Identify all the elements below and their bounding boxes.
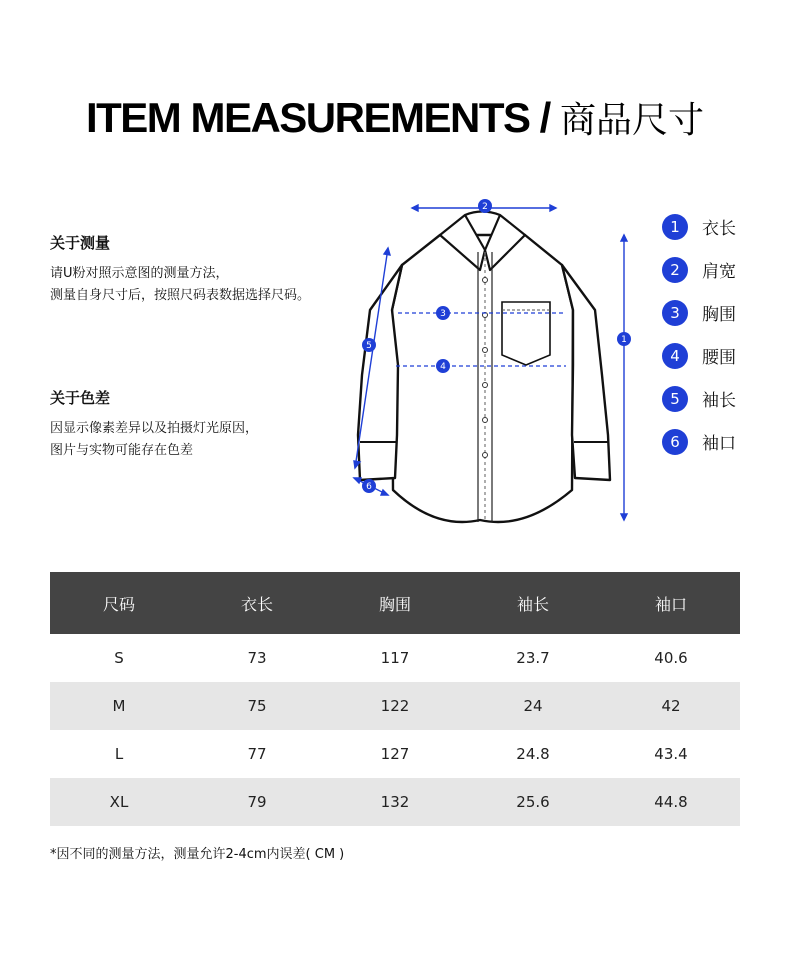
diagram-marker-3-label: 3 — [440, 309, 446, 319]
table-row — [50, 778, 740, 826]
measurement-note-line: 测量自身尺寸后，按照尺码表数据选择尺码。 — [50, 288, 311, 303]
table-cell: 24 — [464, 682, 602, 730]
table-row — [50, 634, 740, 682]
legend-item — [662, 291, 736, 334]
table-cell: 73 — [247, 649, 267, 667]
legend-number-badge: 3 — [662, 300, 688, 326]
title-cn: 商品尺寸 — [560, 100, 705, 141]
table-cell: L — [114, 745, 124, 763]
measurement-note — [50, 232, 370, 307]
diagram-marker-5-label: 5 — [366, 341, 372, 351]
color-note — [50, 387, 370, 462]
column-header-sleeve: 袖长 — [464, 572, 602, 634]
color-note-line: 图片与实物可能存在色差 — [50, 443, 194, 458]
legend-number-badge: 1 — [662, 214, 688, 240]
legend-label: 腰围 — [702, 348, 736, 368]
legend-number-badge: 4 — [662, 343, 688, 369]
measurement-note-line: 请U粉对照示意图的测量方法， — [50, 266, 229, 281]
diagram-marker-1-label: 1 — [621, 335, 627, 345]
table-cell: 117 — [380, 649, 410, 667]
table-cell: 40.6 — [654, 649, 688, 667]
legend-label: 胸围 — [702, 305, 736, 325]
legend-item — [662, 420, 736, 463]
legend-label: 衣长 — [702, 219, 736, 239]
table-cell: 43.4 — [654, 745, 688, 763]
diagram-marker-2-label: 2 — [482, 202, 488, 212]
table-row — [50, 730, 740, 778]
table-cell: 122 — [326, 682, 464, 730]
page-title — [0, 92, 790, 143]
measurement-footnote: *因不同的测量方法，测量允许2-4cm内误差( CM ) — [50, 847, 345, 862]
table-cell: 42 — [602, 682, 740, 730]
title-en: ITEM MEASUREMENTS / — [85, 94, 560, 141]
table-row — [50, 682, 740, 730]
table-header-row — [50, 572, 740, 634]
legend-item — [662, 248, 736, 291]
legend-number-badge: 2 — [662, 257, 688, 283]
measurement-legend — [662, 205, 736, 463]
legend-label: 肩宽 — [702, 262, 736, 282]
table-cell: 127 — [380, 745, 410, 763]
shirt-diagram — [340, 190, 650, 530]
size-table — [50, 572, 740, 826]
color-note-line: 因显示像素差异以及拍摄灯光原因， — [50, 421, 259, 436]
table-cell: 25.6 — [464, 778, 602, 826]
table-cell: S — [114, 649, 124, 667]
table-cell: XL — [50, 778, 188, 826]
legend-number-badge: 5 — [662, 386, 688, 412]
legend-item — [662, 377, 736, 420]
table-cell: 132 — [326, 778, 464, 826]
table-cell: 75 — [188, 682, 326, 730]
diagram-marker-6-label: 6 — [366, 482, 372, 492]
table-cell: 77 — [247, 745, 267, 763]
table-cell: 23.7 — [516, 649, 550, 667]
column-header-chest: 胸围 — [326, 572, 464, 634]
table-cell: 79 — [188, 778, 326, 826]
table-cell: M — [50, 682, 188, 730]
column-header-cuff: 袖口 — [602, 572, 740, 634]
column-header-size: 尺码 — [50, 572, 188, 634]
column-header-length: 衣长 — [188, 572, 326, 634]
measurement-note-heading: 关于测量 — [50, 234, 111, 252]
legend-item — [662, 334, 736, 377]
table-cell: 24.8 — [516, 745, 550, 763]
color-note-heading: 关于色差 — [50, 389, 111, 407]
table-cell: 44.8 — [602, 778, 740, 826]
legend-label: 袖口 — [702, 434, 736, 454]
legend-number-badge: 6 — [662, 429, 688, 455]
legend-label: 袖长 — [702, 391, 736, 411]
diagram-marker-4-label: 4 — [440, 362, 446, 372]
legend-item — [662, 205, 736, 248]
